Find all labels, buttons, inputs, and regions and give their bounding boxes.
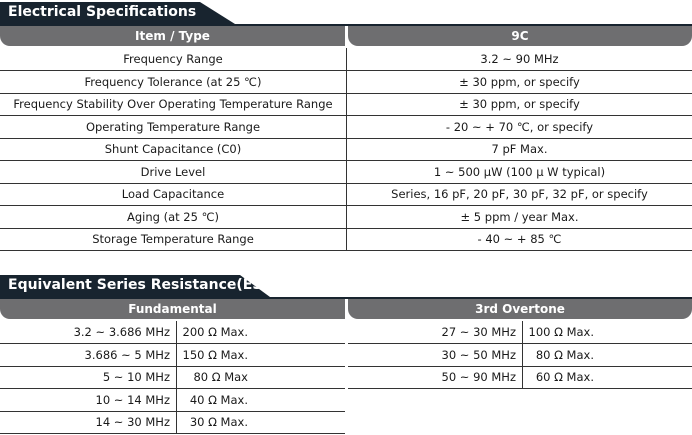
section-title: Electrical Specifications (8, 4, 197, 20)
row-divider (348, 388, 692, 389)
esr-frequency: 5 ~ 10 MHz (102, 370, 170, 384)
esr-frequency: 50 ~ 90 MHz (441, 370, 516, 384)
spec-row (0, 206, 692, 228)
esr-value: 60 Ω Max. (535, 370, 594, 384)
spec-row (0, 48, 692, 70)
esr-title-tab (0, 275, 692, 299)
spec-item-label: Operating Temperature Range (0, 116, 347, 138)
spec-row (0, 228, 692, 250)
esr-section (0, 275, 692, 429)
row-divider (0, 250, 692, 251)
section-title-tab (0, 2, 692, 26)
spec-item-label: Drive Level (0, 161, 347, 183)
column-header-9c: 9C (348, 26, 692, 46)
esr-value: 30 Ω Max. (189, 415, 248, 429)
row-divider (0, 433, 345, 434)
esr-value: 150 Ω Max. (182, 347, 248, 362)
spec-value: ± 30 ppm, or specify (459, 97, 580, 111)
spec-value: Series, 16 pF, 20 pF, 30 pF, 32 pF, or specify (391, 187, 648, 201)
spec-value: - 20 ~ + 70 ℃, or specify (445, 119, 594, 134)
spec-row (0, 93, 692, 115)
esr-column-divider (176, 411, 177, 433)
column-header-3rd-overtone: 3rd Overtone (348, 299, 692, 319)
esr-column-divider (176, 321, 177, 343)
column-header-fundamental: Fundamental (0, 299, 345, 319)
esr-frequency: 3.2 ~ 3.686 MHz (73, 325, 170, 339)
spec-value: 7 pF Max. (491, 142, 548, 156)
spec-item-label: Frequency Tolerance (at 25 ℃) (0, 71, 347, 93)
esr-column-divider (176, 366, 177, 388)
esr-column-divider (176, 389, 177, 411)
esr-column-divider (522, 321, 523, 343)
spec-value: ± 5 ppm / year Max. (460, 209, 579, 224)
esr-frequency: 10 ~ 14 MHz (95, 392, 170, 407)
esr-frequency: 3.686 ~ 5 MHz (84, 347, 170, 362)
esr-frequency: 30 ~ 50 MHz (441, 347, 516, 362)
electrical-specifications-section (0, 2, 692, 246)
spec-item-label: Frequency Range (0, 48, 347, 70)
esr-column-divider (522, 344, 523, 366)
esr-value: 200 Ω Max. (182, 325, 248, 339)
spec-item-label: Aging (at 25 ℃) (0, 206, 347, 228)
spec-row (0, 116, 692, 138)
spec-row (0, 71, 692, 93)
esr-column-divider (522, 366, 523, 388)
spec-item-label: Frequency Stability Over Operating Temperature Range (0, 93, 347, 115)
spec-value: ± 30 ppm, or specify (459, 74, 580, 89)
spec-item-label: Shunt Capacitance (C0) (0, 138, 347, 160)
column-header-item-type: Item / Type (0, 26, 345, 46)
esr-value: 100 Ω Max. (528, 325, 594, 339)
esr-title: Equivalent Series Resistance(ESR) (8, 277, 280, 293)
esr-value: 80 Ω Max. (535, 347, 594, 362)
spec-item-label: Storage Temperature Range (0, 228, 347, 250)
spec-row (0, 138, 692, 160)
spec-value: 1 ~ 500 µW (100 µ W typical) (433, 164, 606, 179)
spec-item-label: Load Capacitance (0, 183, 347, 205)
esr-value: 40 Ω Max. (189, 392, 248, 407)
spec-value: 3.2 ~ 90 MHz (480, 52, 559, 66)
esr-column-divider (176, 344, 177, 366)
esr-frequency: 27 ~ 30 MHz (441, 325, 516, 339)
esr-value: 80 Ω Max (193, 370, 248, 384)
spec-row (0, 161, 692, 183)
esr-frequency: 14 ~ 30 MHz (95, 415, 170, 429)
spec-value: - 40 ~ + 85 ℃ (477, 232, 562, 246)
spec-row (0, 183, 692, 205)
